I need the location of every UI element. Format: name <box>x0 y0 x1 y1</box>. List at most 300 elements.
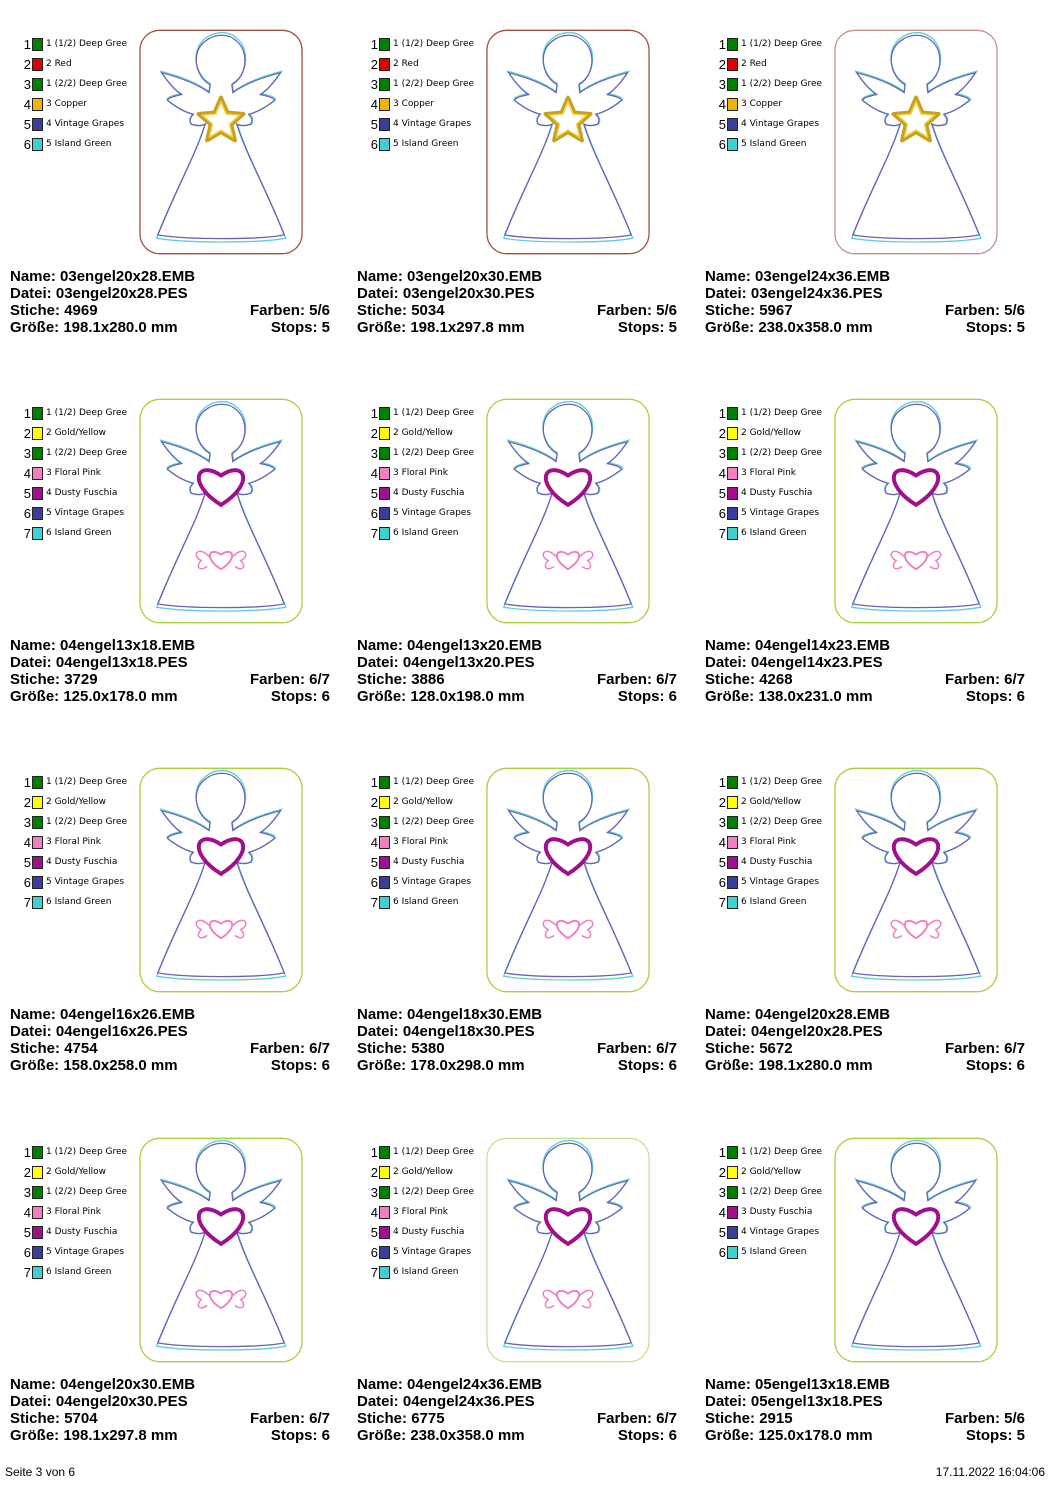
color-swatch <box>32 1226 43 1239</box>
thread-name: 1 (2/2) Deep Gree <box>741 79 823 89</box>
design-size <box>705 1057 873 1074</box>
thread-row <box>711 1202 822 1222</box>
thread-name: 1 (1/2) Deep Gree <box>46 408 128 418</box>
thread-list <box>16 772 127 912</box>
color-swatch <box>727 1146 738 1159</box>
design-preview <box>136 760 306 1000</box>
stitches-label: Stiche: <box>357 1410 408 1427</box>
thread-number: 6 <box>23 136 31 152</box>
heart-motif <box>199 470 243 505</box>
thread-name: 3 Floral Pink <box>393 468 448 478</box>
thread-row <box>363 1142 474 1162</box>
thread-name: 3 Floral Pink <box>46 1207 101 1217</box>
thread-name: 1 (1/2) Deep Gree <box>393 777 475 787</box>
colors-label: Farben: <box>944 1410 1000 1427</box>
thread-name: 5 Island Green <box>46 139 112 149</box>
color-swatch <box>379 58 390 71</box>
stitches-value: 4754 <box>64 1040 98 1057</box>
swirl-left <box>196 920 209 937</box>
color-swatch <box>727 38 738 51</box>
small-heart-motif <box>210 921 232 938</box>
name-label: Name: <box>705 637 751 654</box>
thread-number: 6 <box>23 505 31 521</box>
size-label: Größe: <box>705 319 755 336</box>
thread-list <box>711 403 822 543</box>
thread-row <box>16 483 127 503</box>
name-label: Name: <box>357 1376 403 1393</box>
color-swatch <box>727 118 738 131</box>
thread-row <box>711 134 822 154</box>
stops-value: 6 <box>1016 688 1025 705</box>
design-name <box>705 637 890 654</box>
print-timestamp: 17.11.2022 16:04:06 <box>935 1465 1045 1479</box>
thread-name: 1 (1/2) Deep Gree <box>741 39 823 49</box>
file-value: 04engel16x26.PES <box>55 1023 188 1040</box>
design-size <box>357 1057 525 1074</box>
thread-row <box>16 1262 127 1282</box>
size-value: 125.0x178.0 mm <box>758 1427 873 1444</box>
colors-label: Farben: <box>249 1410 305 1427</box>
thread-number: 3 <box>370 445 378 461</box>
thread-row <box>16 1182 127 1202</box>
thread-number: 4 <box>718 465 726 481</box>
thread-name: 5 Island Green <box>741 1247 807 1257</box>
thread-row <box>363 892 474 912</box>
thread-number: 1 <box>370 36 378 52</box>
stitches-value: 2915 <box>759 1410 793 1427</box>
design-name <box>10 1376 195 1393</box>
design-size <box>10 1427 178 1444</box>
design-preview <box>136 22 306 262</box>
swirl-right <box>580 1290 593 1307</box>
thread-name: 4 Vintage Grapes <box>741 1227 820 1237</box>
color-swatch <box>727 1206 738 1219</box>
color-swatch <box>379 796 390 809</box>
thread-number: 1 <box>718 405 726 421</box>
thread-name: 1 (2/2) Deep Gree <box>46 1187 128 1197</box>
stop-count <box>618 1057 677 1074</box>
thread-name: 5 Vintage Grapes <box>46 1247 125 1257</box>
thread-number: 1 <box>370 405 378 421</box>
heart-motif <box>199 1209 243 1244</box>
thread-number: 2 <box>370 425 378 441</box>
stitch-count <box>705 671 793 688</box>
thread-name: 5 Island Green <box>741 139 807 149</box>
design-file <box>705 654 883 671</box>
angel-outline <box>504 33 633 242</box>
name-label: Name: <box>357 1006 403 1023</box>
colors-value: 5/6 <box>1004 302 1025 319</box>
thread-name: 1 (2/2) Deep Gree <box>741 1187 823 1197</box>
stops-value: 6 <box>1016 1057 1025 1074</box>
thread-number: 3 <box>23 814 31 830</box>
thread-number: 1 <box>23 405 31 421</box>
swirl-left <box>891 920 904 937</box>
color-swatch <box>727 1186 738 1199</box>
color-swatch <box>32 836 43 849</box>
design-preview <box>483 760 653 1000</box>
stitches-value: 5672 <box>759 1040 793 1057</box>
colors-label: Farben: <box>596 1410 652 1427</box>
size-label: Größe: <box>10 1057 60 1074</box>
color-swatch <box>727 527 738 540</box>
thread-number: 3 <box>370 814 378 830</box>
thread-list <box>711 1142 822 1262</box>
thread-name: 1 (1/2) Deep Gree <box>741 408 823 418</box>
design-size <box>357 688 525 705</box>
stops-label: Stops: <box>270 1427 318 1444</box>
stops-value: 5 <box>1016 1427 1025 1444</box>
thread-number: 6 <box>23 1244 31 1260</box>
thread-name: 6 Island Green <box>741 528 807 538</box>
color-swatch <box>727 507 738 520</box>
thread-row <box>16 892 127 912</box>
small-heart-motif <box>905 921 927 938</box>
thread-row <box>16 1242 127 1262</box>
thread-number: 3 <box>718 1184 726 1200</box>
thread-name: 4 Dusty Fuschia <box>741 488 813 498</box>
design-info <box>357 637 677 705</box>
star-motif <box>545 98 590 141</box>
thread-row <box>16 134 127 154</box>
color-swatch <box>32 507 43 520</box>
name-value: 04engel18x30.EMB <box>407 1006 543 1023</box>
thread-row <box>363 1202 474 1222</box>
design-preview <box>831 760 1001 1000</box>
swirl-left <box>543 551 556 568</box>
size-label: Größe: <box>10 688 60 705</box>
page-indicator: Seite 3 von 6 <box>5 1465 76 1479</box>
thread-name: 1 (2/2) Deep Gree <box>393 79 475 89</box>
design-file <box>10 654 188 671</box>
thread-name: 2 Gold/Yellow <box>393 428 454 438</box>
color-swatch <box>379 527 390 540</box>
stop-count <box>618 319 677 336</box>
color-swatch <box>32 487 43 500</box>
size-value: 198.1x297.8 mm <box>63 1427 178 1444</box>
design-file <box>705 285 883 302</box>
thread-name: 3 Floral Pink <box>393 837 448 847</box>
size-label: Größe: <box>705 1057 755 1074</box>
file-label: Datei: <box>705 1023 747 1040</box>
color-swatch <box>379 447 390 460</box>
size-label: Größe: <box>705 688 755 705</box>
color-swatch <box>727 78 738 91</box>
thread-number: 6 <box>718 136 726 152</box>
thread-name: 3 Floral Pink <box>741 837 796 847</box>
file-label: Datei: <box>10 654 52 671</box>
thread-row <box>711 114 822 134</box>
size-value: 125.0x178.0 mm <box>63 688 178 705</box>
design-preview <box>136 391 306 631</box>
name-label: Name: <box>705 268 751 285</box>
thread-row <box>16 852 127 872</box>
thread-number: 2 <box>23 425 31 441</box>
thread-name: 5 Vintage Grapes <box>46 508 125 518</box>
color-swatch <box>379 78 390 91</box>
design-card <box>705 760 1040 1105</box>
thread-number: 1 <box>370 774 378 790</box>
thread-name: 6 Island Green <box>393 897 459 907</box>
color-swatch <box>379 98 390 111</box>
color-swatch <box>727 138 738 151</box>
color-swatch <box>32 1266 43 1279</box>
thread-row <box>363 523 474 543</box>
stitches-label: Stiche: <box>10 671 61 688</box>
color-swatch <box>32 876 43 889</box>
design-name <box>705 1376 890 1393</box>
thread-row <box>711 852 822 872</box>
thread-name: 3 Floral Pink <box>741 468 796 478</box>
thread-list <box>363 772 474 912</box>
file-value: 05engel13x18.PES <box>750 1393 883 1410</box>
small-heart-motif <box>557 1291 579 1308</box>
color-swatch <box>379 1266 390 1279</box>
thread-row <box>16 403 127 423</box>
thread-row <box>711 812 822 832</box>
stops-value: 5 <box>321 319 330 336</box>
stops-label: Stops: <box>617 319 665 336</box>
small-heart-motif <box>905 552 927 569</box>
thread-name: 3 Copper <box>741 99 783 109</box>
thread-name: 2 Red <box>393 59 419 69</box>
thread-number: 5 <box>718 485 726 501</box>
colors-label: Farben: <box>944 1040 1000 1057</box>
design-file <box>357 1023 535 1040</box>
color-swatch <box>32 1186 43 1199</box>
size-value: 128.0x198.0 mm <box>410 688 525 705</box>
name-label: Name: <box>10 268 56 285</box>
color-swatch <box>727 98 738 111</box>
heart-motif <box>894 470 938 505</box>
thread-number: 3 <box>23 445 31 461</box>
thread-list <box>711 34 822 154</box>
swirl-right <box>233 920 246 937</box>
design-card <box>357 391 692 736</box>
color-swatch <box>32 776 43 789</box>
design-card <box>357 760 692 1105</box>
thread-row <box>711 443 822 463</box>
thread-name: 1 (1/2) Deep Gree <box>46 1147 128 1157</box>
colors-value: 5/6 <box>656 302 677 319</box>
stitches-label: Stiche: <box>705 302 756 319</box>
color-swatch <box>379 1226 390 1239</box>
stitches-label: Stiche: <box>10 302 61 319</box>
file-label: Datei: <box>705 654 747 671</box>
color-swatch <box>727 487 738 500</box>
design-card <box>705 1130 1040 1475</box>
thread-name: 2 Red <box>46 59 72 69</box>
stitch-count <box>10 671 98 688</box>
thread-row <box>711 892 822 912</box>
size-value: 238.0x358.0 mm <box>410 1427 525 1444</box>
stops-label: Stops: <box>965 688 1013 705</box>
small-heart-motif <box>210 552 232 569</box>
thread-number: 4 <box>23 1204 31 1220</box>
design-preview <box>483 391 653 631</box>
stops-label: Stops: <box>270 688 318 705</box>
file-value: 04engel13x20.PES <box>402 654 535 671</box>
thread-number: 6 <box>370 136 378 152</box>
thread-name: 1 (2/2) Deep Gree <box>46 79 128 89</box>
stops-value: 6 <box>321 1427 330 1444</box>
color-swatch <box>32 1246 43 1259</box>
design-preview <box>136 1130 306 1370</box>
color-swatch <box>727 1246 738 1259</box>
color-swatch <box>32 527 43 540</box>
name-value: 05engel13x18.EMB <box>755 1376 891 1393</box>
thread-name: 4 Dusty Fuschia <box>46 488 118 498</box>
thread-row <box>16 503 127 523</box>
thread-row <box>363 403 474 423</box>
color-swatch <box>727 427 738 440</box>
thread-number: 2 <box>23 56 31 72</box>
name-label: Name: <box>10 1376 56 1393</box>
thread-row <box>363 1242 474 1262</box>
thread-name: 6 Island Green <box>393 1267 459 1277</box>
thread-number: 2 <box>370 56 378 72</box>
thread-row <box>711 403 822 423</box>
color-swatch <box>727 856 738 869</box>
thread-number: 1 <box>718 774 726 790</box>
thread-name: 4 Dusty Fuschia <box>393 488 465 498</box>
name-value: 04engel24x36.EMB <box>407 1376 543 1393</box>
design-card <box>357 1130 692 1475</box>
thread-name: 5 Vintage Grapes <box>46 877 125 887</box>
thread-number: 3 <box>23 1184 31 1200</box>
file-label: Datei: <box>357 285 399 302</box>
size-label: Größe: <box>10 1427 60 1444</box>
file-value: 04engel20x30.PES <box>55 1393 188 1410</box>
colors-value: 6/7 <box>1004 671 1025 688</box>
color-count <box>250 1410 330 1427</box>
small-heart-motif <box>210 1291 232 1308</box>
name-value: 04engel20x30.EMB <box>60 1376 196 1393</box>
thread-row <box>363 483 474 503</box>
color-swatch <box>379 896 390 909</box>
stitches-label: Stiche: <box>357 1040 408 1057</box>
design-file <box>705 1393 883 1410</box>
thread-row <box>363 94 474 114</box>
star-motif <box>893 98 938 141</box>
thread-row <box>711 872 822 892</box>
thread-name: 2 Gold/Yellow <box>741 797 802 807</box>
color-swatch <box>32 98 43 111</box>
colors-label: Farben: <box>249 671 305 688</box>
thread-name: 1 (1/2) Deep Gree <box>46 39 128 49</box>
name-label: Name: <box>10 1006 56 1023</box>
color-swatch <box>32 467 43 480</box>
color-swatch <box>727 467 738 480</box>
thread-name: 4 Vintage Grapes <box>741 119 820 129</box>
thread-row <box>16 523 127 543</box>
thread-list <box>363 34 474 154</box>
thread-name: 1 (1/2) Deep Gree <box>393 39 475 49</box>
design-file <box>10 1393 188 1410</box>
file-label: Datei: <box>10 1023 52 1040</box>
size-value: 198.1x280.0 mm <box>63 319 178 336</box>
color-swatch <box>379 836 390 849</box>
thread-number: 6 <box>370 874 378 890</box>
colors-value: 6/7 <box>1004 1040 1025 1057</box>
thread-row <box>363 1222 474 1242</box>
stops-value: 5 <box>1016 319 1025 336</box>
thread-name: 2 Gold/Yellow <box>46 1167 107 1177</box>
stitches-value: 5967 <box>759 302 793 319</box>
thread-number: 4 <box>370 834 378 850</box>
thread-row <box>16 423 127 443</box>
thread-name: 2 Gold/Yellow <box>46 797 107 807</box>
thread-name: 5 Vintage Grapes <box>393 1247 472 1257</box>
color-swatch <box>32 896 43 909</box>
thread-row <box>363 54 474 74</box>
colors-value: 6/7 <box>309 1040 330 1057</box>
thread-list <box>16 1142 127 1282</box>
design-preview <box>831 22 1001 262</box>
stop-count <box>966 1057 1025 1074</box>
thread-name: 6 Island Green <box>393 528 459 538</box>
stitches-label: Stiche: <box>357 302 408 319</box>
thread-name: 1 (1/2) Deep Gree <box>393 1147 475 1157</box>
thread-name: 2 Gold/Yellow <box>393 1167 454 1177</box>
name-value: 03engel20x30.EMB <box>407 268 543 285</box>
name-value: 04engel20x28.EMB <box>755 1006 891 1023</box>
thread-name: 5 Vintage Grapes <box>393 508 472 518</box>
swirl-left <box>543 920 556 937</box>
stitches-value: 6775 <box>411 1410 445 1427</box>
color-swatch <box>727 876 738 889</box>
colors-value: 5/6 <box>309 302 330 319</box>
swirl-right <box>928 551 941 568</box>
thread-number: 4 <box>370 465 378 481</box>
heart-motif <box>546 1209 590 1244</box>
file-label: Datei: <box>357 1023 399 1040</box>
thread-number: 6 <box>23 874 31 890</box>
stitch-count <box>705 1040 793 1057</box>
thread-name: 1 (1/2) Deep Gree <box>46 777 128 787</box>
thread-number: 1 <box>718 1144 726 1160</box>
name-value: 04engel14x23.EMB <box>755 637 891 654</box>
design-info <box>705 1376 1025 1444</box>
thread-row <box>16 463 127 483</box>
thread-row <box>16 832 127 852</box>
stops-label: Stops: <box>617 1057 665 1074</box>
color-swatch <box>727 1226 738 1239</box>
color-swatch <box>32 447 43 460</box>
stop-count <box>966 1427 1025 1444</box>
stops-label: Stops: <box>965 319 1013 336</box>
size-value: 138.0x231.0 mm <box>758 688 873 705</box>
color-count <box>945 1040 1025 1057</box>
design-card <box>10 760 345 1105</box>
colors-value: 6/7 <box>656 671 677 688</box>
thread-name: 6 Island Green <box>741 897 807 907</box>
thread-row <box>16 872 127 892</box>
size-label: Größe: <box>357 688 407 705</box>
thread-row <box>363 74 474 94</box>
stitches-label: Stiche: <box>705 671 756 688</box>
thread-number: 4 <box>23 465 31 481</box>
thread-name: 3 Copper <box>393 99 435 109</box>
thread-name: 1 (2/2) Deep Gree <box>741 448 823 458</box>
thread-number: 4 <box>23 834 31 850</box>
thread-row <box>363 792 474 812</box>
thread-number: 2 <box>370 794 378 810</box>
angel-body <box>158 35 285 238</box>
color-swatch <box>727 836 738 849</box>
name-value: 03engel24x36.EMB <box>755 268 891 285</box>
thread-row <box>16 34 127 54</box>
